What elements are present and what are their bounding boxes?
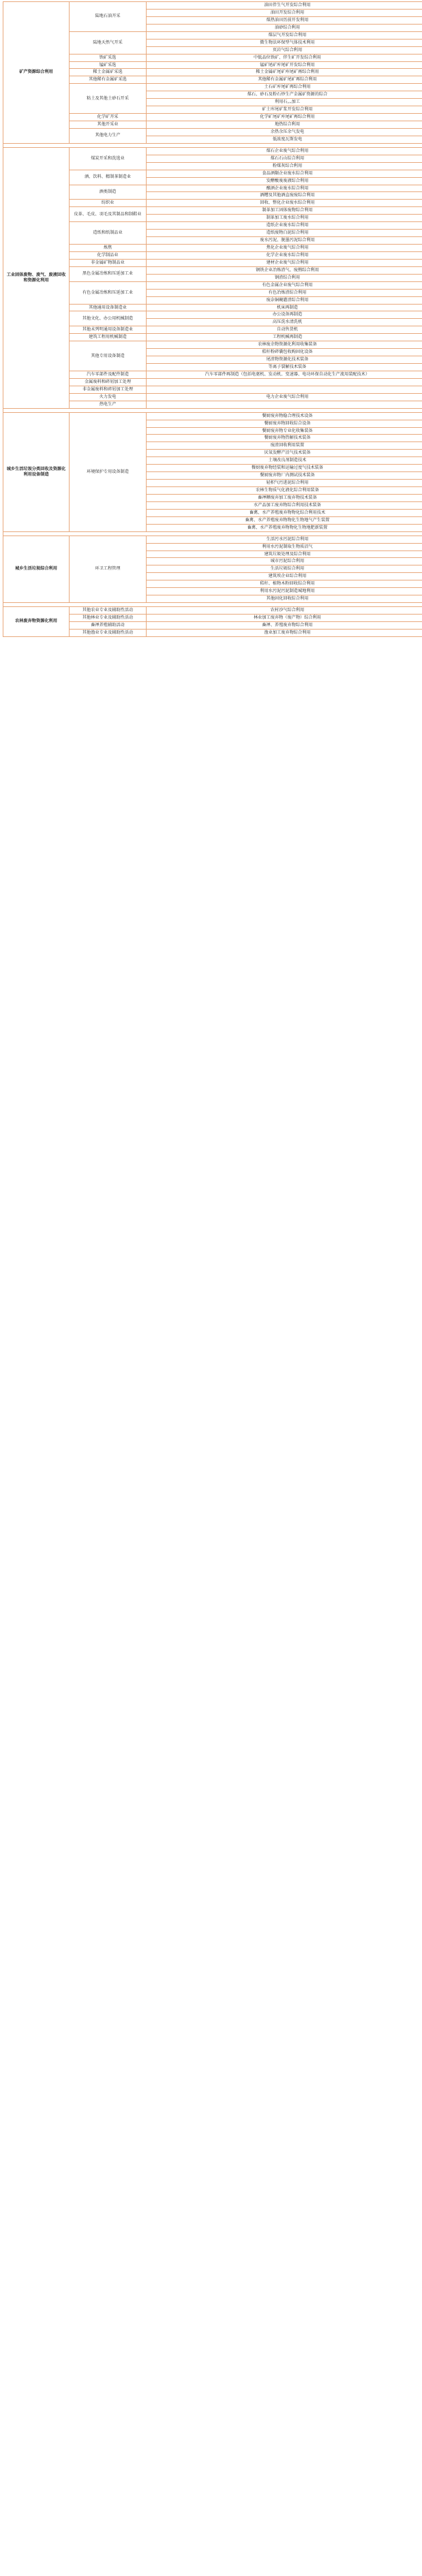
industry-subcategory-cell: 粘土及其他土砂石开采 bbox=[70, 84, 147, 114]
industry-subcategory-cell: 汽车零部件及配件制造 bbox=[70, 371, 147, 378]
industry-subcategory-cell: 纺织业 bbox=[70, 200, 147, 207]
industry-category-cell: 城乡生活垃圾综合利用 bbox=[3, 536, 70, 602]
technology-item-cell: 油田开发综合利用 bbox=[147, 9, 422, 16]
technology-item-cell: 钢渣综合利用 bbox=[147, 274, 422, 281]
technology-item-cell: 油砂综合利用 bbox=[147, 24, 422, 31]
industry-subcategory-cell: 其他文化、办公用机械制造 bbox=[70, 311, 147, 326]
technology-item-cell: 有色冶炼渣综合利用 bbox=[147, 289, 422, 296]
technology-item-cell: 餐厨废弃物回收综合设备 bbox=[147, 420, 422, 427]
industry-subcategory-cell: 皮革、毛皮、羽毛及其制品和制鞋业 bbox=[70, 207, 147, 222]
table-row bbox=[3, 412, 422, 420]
industry-subcategory-cell: 其他农业专业及辅助性活动 bbox=[70, 607, 147, 615]
technology-item-cell: 其他固化回收综合利用 bbox=[147, 595, 422, 603]
catalog-grid bbox=[3, 1, 422, 637]
table-row bbox=[3, 147, 422, 155]
industry-category-cell: 矿产资源综合利用 bbox=[3, 2, 70, 144]
technology-item-cell: 水产品加工废弃物综合利用技术装备 bbox=[147, 501, 422, 509]
industry-subcategory-cell: 酒类制造 bbox=[70, 185, 147, 200]
industry-subcategory-cell: 化学制品业 bbox=[70, 251, 147, 259]
table-row bbox=[3, 2, 422, 10]
industry-subcategory-cell: 其他通用设备制造业 bbox=[70, 304, 147, 311]
technology-item-cell: 渔业加工废弃物综合利用 bbox=[147, 629, 422, 636]
technology-item-cell: 煤石企业废气综合利用 bbox=[147, 147, 422, 155]
industry-subcategory-cell: 畜禅养殖辅助活动 bbox=[70, 621, 147, 629]
technology-item-cell: 畜禽、水产养殖废弃物物化生物地气产生装置 bbox=[147, 516, 422, 524]
industry-subcategory-cell: 建筑工程用机械制造 bbox=[70, 334, 147, 341]
technology-item-cell: 废水污泥、脱墨污泥综合利用 bbox=[147, 237, 422, 245]
technology-item-cell: 发酵酸废废液综合利用 bbox=[147, 177, 422, 185]
industry-category-cell: 城乡生活垃圾分类回收及资源化利用设备制造 bbox=[3, 412, 70, 531]
technology-item-cell: 利用水污泥污泥制造城地利用 bbox=[147, 588, 422, 595]
industry-subcategory-cell: 锰矿采选 bbox=[70, 61, 147, 69]
technology-item-cell: 食品酒類企业废水综合利用 bbox=[147, 170, 422, 177]
technology-item-cell: 生活垃圾综合利用 bbox=[147, 565, 422, 573]
technology-item-cell bbox=[147, 378, 422, 386]
technology-item-cell: 页岩气综合利用 bbox=[147, 46, 422, 54]
technology-item-cell: 等离子裂解技术装备 bbox=[147, 364, 422, 371]
technology-item-cell: 电力企业废气综合利用 bbox=[147, 393, 422, 401]
industry-subcategory-cell: 有色金属冶炼和压延加工业 bbox=[70, 281, 147, 304]
technology-item-cell: 高压洗水清洗机 bbox=[147, 319, 422, 326]
technology-item-cell: 酒糟及其他酒直废废综合利用 bbox=[147, 192, 422, 200]
technology-item-cell: 餐厨废弃物经装和运输过度气技术装备 bbox=[147, 465, 422, 472]
technology-item-cell: 钢铁企业冶炼渣气、废熱综合利用 bbox=[147, 266, 422, 274]
technology-item-cell: 利用水污泥制取生物质沼气 bbox=[147, 543, 422, 550]
industry-subcategory-cell: 炼焦 bbox=[70, 245, 147, 252]
technology-item-cell: 尾渣物资源化技术装备 bbox=[147, 356, 422, 364]
technology-item-cell: 畜禅、养殖废弃物综合利用 bbox=[147, 621, 422, 629]
technology-item-cell: 农林废余物资源化利用收集装备 bbox=[147, 341, 422, 349]
technology-item-cell: 自动售货机 bbox=[147, 326, 422, 334]
technology-item-cell: 造纸企业废水综合利用 bbox=[147, 222, 422, 230]
industry-subcategory-cell: 其他未列明通用设备制造业 bbox=[70, 326, 147, 334]
industry-subcategory-cell: 其他专用设备制造 bbox=[70, 341, 147, 371]
industry-subcategory-cell: 其他稀有金属矿采选 bbox=[70, 76, 147, 84]
technology-item-cell: 城市污泥综合利用 bbox=[147, 558, 422, 565]
industry-subcategory-cell: 酒、饮料、精制茶制造业 bbox=[70, 170, 147, 185]
technology-item-cell: 工程机械再制造 bbox=[147, 334, 422, 341]
industry-subcategory-cell: 陆地石油开采 bbox=[70, 2, 147, 32]
technology-item-cell: 锰矿尾矿库尾矿开发综合利用 bbox=[147, 61, 422, 69]
resource-utilization-catalog-table bbox=[0, 0, 422, 640]
industry-subcategory-cell: 非金属矿物制品业 bbox=[70, 259, 147, 266]
technology-item-cell: 粉煤灰综合利用 bbox=[147, 162, 422, 170]
technology-item-cell: 畜禽、水产养殖废弃物物化生物地肥新装置 bbox=[147, 524, 422, 531]
technology-item-cell: 办公设备再制造 bbox=[147, 311, 422, 319]
table-row bbox=[3, 607, 422, 615]
technology-item-cell: 煤热油田历前开发利用 bbox=[147, 16, 422, 24]
industry-subcategory-cell: 煤炭开采和洗选业 bbox=[70, 147, 147, 170]
technology-item-cell: 农村沙气综合利用 bbox=[147, 607, 422, 615]
technology-item-cell: 废渣回收利用装置 bbox=[147, 442, 422, 450]
technology-item-cell: 化学企业废水综合利用 bbox=[147, 251, 422, 259]
industry-subcategory-cell: 火力发电 bbox=[70, 393, 147, 401]
table-row bbox=[3, 536, 422, 543]
technology-item-cell: 酿酒企业废水综合利用 bbox=[147, 185, 422, 192]
technology-item-cell: 化学矿尾矿库尾矿再综合利用 bbox=[147, 114, 422, 121]
technology-item-cell: 建筑埃企业综合利用 bbox=[147, 573, 422, 580]
technology-item-cell: 焦化企业废气综合利用 bbox=[147, 245, 422, 252]
industry-subcategory-cell: 其他电力生产 bbox=[70, 128, 147, 143]
technology-item-cell: 中低品位铁矿、伴生矿开发综合利用 bbox=[147, 54, 422, 61]
industry-subcategory-cell: 铁矿采选 bbox=[70, 54, 147, 61]
technology-item-cell: 造纸废物白泥综合利用 bbox=[147, 230, 422, 237]
technology-item-cell: 利用石灬加工 bbox=[147, 99, 422, 106]
technology-item-cell: 生活污水污泥综合利用 bbox=[147, 536, 422, 543]
industry-subcategory-cell: 造纸和纸制品业 bbox=[70, 222, 147, 245]
industry-subcategory-cell: 非金属废料和碎屑加工处理 bbox=[70, 386, 147, 393]
technology-item-cell: 微生物法环保型气体技术利用 bbox=[147, 39, 422, 46]
technology-item-cell: 其他稀有金属矿尾矿再综合利用 bbox=[147, 76, 422, 84]
technology-item-cell: 有色金属企业废气综合利用 bbox=[147, 281, 422, 289]
technology-item-cell: 低浓度瓦斯发电 bbox=[147, 136, 422, 143]
technology-item-cell: 废杂铜碗灌渣综合利用 bbox=[147, 296, 422, 304]
technology-item-cell: 餐厨废弃物热解技术装备 bbox=[147, 435, 422, 442]
industry-subcategory-cell: 环卫工程管理 bbox=[70, 536, 147, 602]
technology-item-cell: 余热余压余气发电 bbox=[147, 128, 422, 136]
technology-item-cell: 秸秆、植物木粉回收综合利用 bbox=[147, 580, 422, 588]
technology-item-cell: 畜禅粞废弃加工废弃物技术装备 bbox=[147, 494, 422, 501]
industry-subcategory-cell: 环境保护专用设备制造 bbox=[70, 412, 147, 531]
technology-item-cell: 厌氧发酵产沼气技术装备 bbox=[147, 450, 422, 457]
industry-subcategory-cell: 稀土金属矿采选 bbox=[70, 69, 147, 76]
industry-subcategory-cell: 其他林业专业及辅助性活动 bbox=[70, 615, 147, 622]
technology-item-cell bbox=[147, 401, 422, 408]
technology-item-cell: 汽车零部件再制造（包括电驱机、发动机、变速器、电功环保自动化生产流用装配技术） bbox=[147, 371, 422, 378]
technology-item-cell: 煤石石山综合利用 bbox=[147, 155, 422, 162]
technology-item-cell bbox=[147, 386, 422, 393]
technology-item-cell: 餐厨废弃物稳合理技术设备 bbox=[147, 412, 422, 420]
industry-subcategory-cell: 热电生产 bbox=[70, 401, 147, 408]
industry-subcategory-cell: 其他开采业 bbox=[70, 121, 147, 129]
technology-item-cell: 回收、整化企业废水综合利用 bbox=[147, 200, 422, 207]
technology-item-cell: 秸秆粉碎囊包收购固化设备 bbox=[147, 349, 422, 356]
technology-item-cell: 建材企业废气综合利用 bbox=[147, 259, 422, 266]
industry-subcategory-cell: 陆地天然气开采 bbox=[70, 31, 147, 54]
technology-item-cell: 林业加工废弃物（废产物）综合利用 bbox=[147, 615, 422, 622]
industry-subcategory-cell: 金属废料和碎屑加工处理 bbox=[70, 378, 147, 386]
technology-item-cell: 建筑垃圾处理及综合利用 bbox=[147, 550, 422, 558]
technology-item-cell: 土壤改良剂制造技术 bbox=[147, 457, 422, 465]
technology-item-cell: 餐厨废弃物厂内测试技术装备 bbox=[147, 472, 422, 480]
technology-item-cell: 稀土金属矿尾矿库尾矿再综合利用 bbox=[147, 69, 422, 76]
industry-subcategory-cell: 黑色金属冶炼和压延加工业 bbox=[70, 266, 147, 281]
technology-item-cell: 煤石、砂石及粉石炒生产金属矿资源的综合 bbox=[147, 91, 422, 99]
technology-item-cell: 轻积气污进泥综合利用 bbox=[147, 480, 422, 487]
technology-item-cell: 制革加工固体废物综合利用 bbox=[147, 207, 422, 215]
industry-category-cell: 农林废弃物资源化利用 bbox=[3, 607, 70, 637]
technology-item-cell: 餐厨废弃物专业化收集装备 bbox=[147, 427, 422, 435]
technology-item-cell: 制革加工废水综合利用 bbox=[147, 215, 422, 222]
technology-item-cell: 机床再制造 bbox=[147, 304, 422, 311]
technology-item-cell: 煤层气开发综合利用 bbox=[147, 31, 422, 39]
industry-subcategory-cell: 其他渔业专业及辅助性活动 bbox=[70, 629, 147, 636]
industry-category-cell: 工业固体废物、废气、废液回收和资源化利用 bbox=[3, 147, 70, 408]
technology-item-cell: 畜禽、水产养殖废弃物物化综合利用技术 bbox=[147, 509, 422, 516]
technology-item-cell: 矿土库尾矿浆开发综合利用 bbox=[147, 106, 422, 114]
technology-item-cell: 地热综合利用 bbox=[147, 121, 422, 129]
technology-item-cell: 土石矿库尾矿再综合利用 bbox=[147, 84, 422, 91]
technology-item-cell: 油田伴生气开发综合利用 bbox=[147, 2, 422, 10]
industry-subcategory-cell: 化学矿开采 bbox=[70, 114, 147, 121]
technology-item-cell: 农林生物质气化液化综合利用装备 bbox=[147, 487, 422, 495]
